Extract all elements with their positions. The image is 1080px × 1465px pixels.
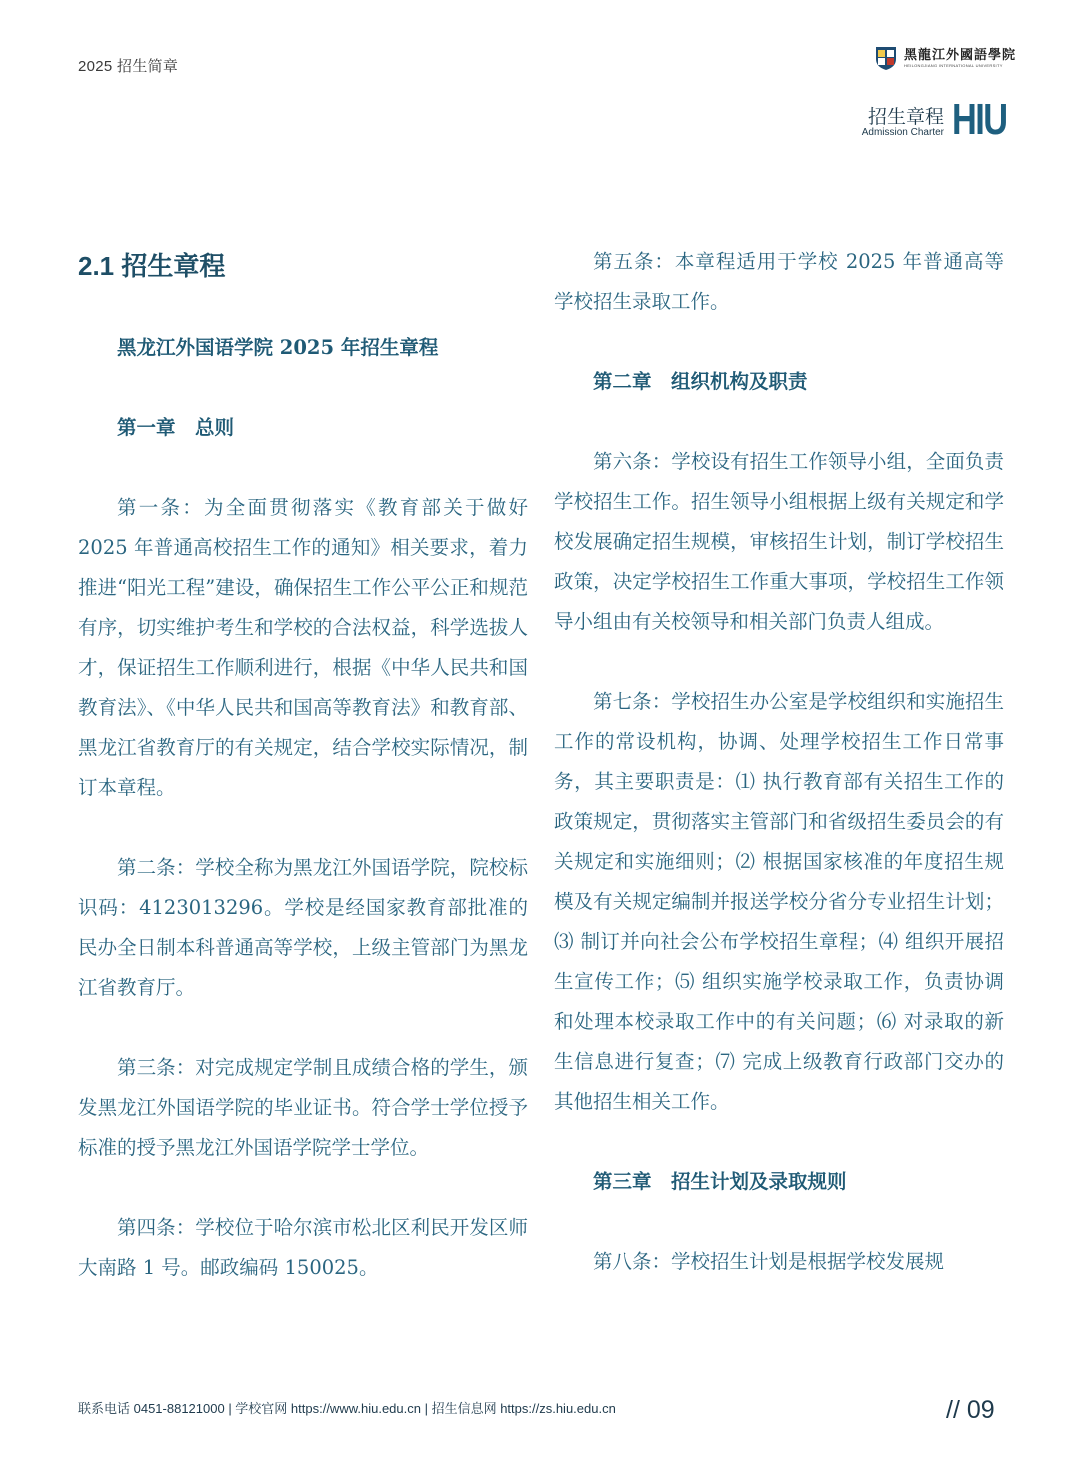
article-6: 第六条：学校设有招生工作领导小组，全面负责学校招生工作。招生领导小组根据上级有关规定和学校发展确定招生规模，审核招生计划，制订学校招生政策，决定学校招生工作重大事项，学校招生工作领导小组由有关校领导和相关部门负责人组成。 <box>554 450 1004 633</box>
left-column <box>78 328 528 1288</box>
right-column <box>554 242 1004 1282</box>
chapter-heading-2: 第二章 组织机构及职责 <box>593 370 808 393</box>
article-2: 第二条：学校全称为黑龙江外国语学院，院校标识码：4123013296。学校是经国家教育部批准的民办全日制本科普通高等学校，上级主管部门为黑龙江省教育厅。 <box>78 856 528 999</box>
section-title: 2.1 招生章程 <box>78 251 226 281</box>
article-3: 第三条：对完成规定学制且成绩合格的学生，颁发黑龙江外国语学院的毕业证书。符合学士学位授予标准的授予黑龙江外国语学院学士学位。 <box>78 1056 528 1159</box>
page-number: // 09 <box>946 1396 995 1424</box>
university-logo <box>874 45 1016 71</box>
crest-icon <box>874 45 898 71</box>
footer-contact: 联系电话 0451-88121000 | 学校官网 https://www.hiu.edu.cn | 招生信息网 https://zs.hiu.edu.cn <box>78 1401 616 1416</box>
article-5: 第五条：本章程适用于学校 2025 年普通高等学校招生录取工作。 <box>554 250 1004 313</box>
article-4: 第四条：学校位于哈尔滨市松北区利民开发区师大南路 1 号。邮政编码 150025。 <box>78 1216 528 1279</box>
chapter-heading-1: 第一章 总则 <box>117 416 235 439</box>
charter-title-cn: 招生章程 <box>867 107 944 128</box>
chapter-heading-3: 第三章 招生计划及录取规则 <box>593 1170 847 1193</box>
document-label: 2025 招生简章 <box>78 58 179 75</box>
article-8: 第八条：学校招生计划是根据学校发展规 <box>593 1250 945 1273</box>
logo-english-name: HEILONGJIANG INTERNATIONAL UNIVERSITY <box>904 62 1003 68</box>
charter-title-en: Admission Charter <box>861 127 944 138</box>
hiu-brand-mark: HIU <box>952 95 1007 144</box>
article-1: 第一条：为全面贯彻落实《教育部关于做好 2025 年普通高校招生工作的通知》相关要求，着力推进“阳光工程”建设，确保招生工作公平公正和规范有序，切实维护考生和学校的合法权益，科学选拔人才，保证招生工作顺利进行，根据《中华人民共和国教育法》、《中华人民共和国高等教育法》和教育部、黑龙江省教育厅的有关规定，结合学校实际情况，制订本章程。 <box>78 496 528 799</box>
logo-chinese-name: 黑龍江外國語學院 <box>904 47 1017 63</box>
document-title: 黑龙江外国语学院 2025 年招生章程 <box>117 336 439 359</box>
article-7: 第七条：学校招生办公室是学校组织和实施招生工作的常设机构，协调、处理学校招生工作日常事务，其主要职责是：⑴ 执行教育部有关招生工作的政策规定，贯彻落实主管部门和省级招生委员会的有关规定和实施细则；⑵ 根据国家核准的年度招生规模及有关规定编制并报送学校分省分专业招生计划；⑶ 制订并向社会公布学校招生章程；⑷ 组织开展招生宣传工作；⑸ 组织实施学校录取工作，负责协调和处理本校录取工作中的有关问题；⑹ 对录取的新生信息进行复查；⑺ 完成上级教育行政部门交办的其他招生相关工作。 <box>554 690 1004 1113</box>
